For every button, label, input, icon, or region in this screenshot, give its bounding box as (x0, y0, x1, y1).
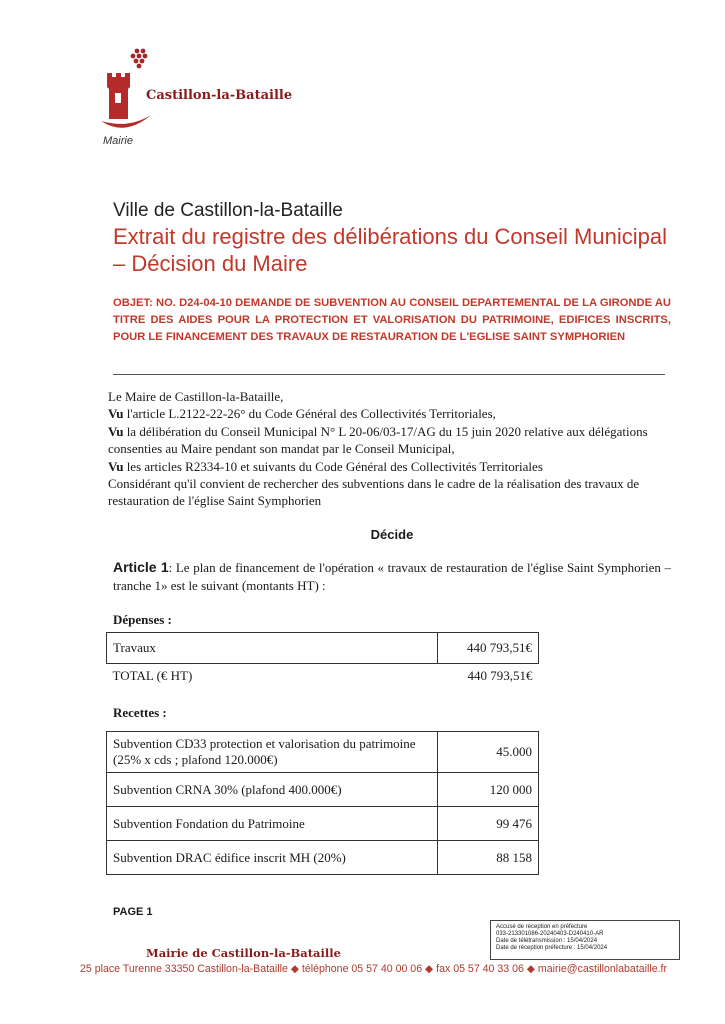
recettes-table (106, 731, 539, 875)
depense-label: Travaux (107, 633, 438, 664)
table-row (107, 807, 539, 841)
recette-label: Subvention DRAC édifice inscrit MH (20%) (107, 841, 438, 875)
recette-value: 45.000 (438, 732, 539, 773)
depenses-table (106, 632, 539, 688)
logo-name: Castillon-la-Bataille (146, 88, 293, 103)
stamp-line: Date de réception préfecture : 15/04/2024 (496, 945, 608, 951)
document-title: Extrait du registre des délibérations du Conseil Municipal – Décision du Maire (113, 224, 667, 276)
table-row (107, 773, 539, 807)
table-row-total (107, 664, 539, 689)
table-row (107, 633, 539, 664)
recette-value: 99 476 (438, 807, 539, 841)
depense-value: 440 793,51€ (438, 633, 539, 664)
preamble-line: Le Maire de Castillon-la-Bataille, (108, 389, 284, 404)
decide-heading: Décide (370, 527, 414, 542)
article-label: Article 1 (113, 559, 169, 575)
prefecture-stamp (490, 920, 680, 960)
footer-mairie-name: Mairie de Castillon-la-Bataille (146, 946, 341, 960)
stamp-line: Accusé de réception en préfecture (496, 924, 588, 930)
total-label: TOTAL (€ HT) (107, 664, 438, 689)
recette-label: Subvention CRNA 30% (plafond 400.000€) (107, 773, 438, 807)
recette-label: Subvention Fondation du Patrimoine (107, 807, 438, 841)
preamble (108, 388, 668, 510)
logo-subtitle: Mairie (103, 135, 133, 147)
stamp-line: 033-213301086-20240403-D240410-AR (496, 931, 604, 937)
page-number: PAGE 1 (113, 906, 153, 918)
footer-address: 25 place Turenne 33350 Castillon-la-Bataille ◆ téléphone 05 57 40 00 06 ◆ fax 05 57 40 33 06 ◆ mairie@castillonlabataille.fr (80, 963, 668, 975)
preamble-line: Vu les articles R2334-10 et suivants du Code Général des Collectivités Territoriales (108, 458, 543, 474)
recette-label: Subvention CD33 protection et valorisation du patrimoine (25% x cds ; plafond 120.000€) (107, 732, 438, 773)
preamble-line: Vu l'article L.2122-22-26° du Code Général des Collectivités Territoriales, (108, 406, 496, 422)
total-value: 440 793,51€ (438, 664, 539, 689)
article-1 (113, 558, 671, 595)
article-text: : Le plan de financement de l'opération « travaux de restauration de l'église Saint Symphorien – tranche 1» est le suivant (montants HT) : (113, 560, 671, 593)
table-row (107, 841, 539, 875)
table-row (107, 732, 539, 773)
recette-value: 88 158 (438, 841, 539, 875)
city-name: Ville de Castillon-la-Bataille (113, 200, 343, 221)
recettes-heading: Recettes : (113, 705, 167, 720)
preamble-line: Vu la délibération du Conseil Municipal N° L 20-06/03-17/AG du 15 juin 2020 relative aux délégations consenties au Maire pendant son mandat par le Conseil Municipal, (108, 423, 648, 457)
preamble-line: Considérant qu'il convient de rechercher des subventions dans le cadre de la réalisation des travaux de restauration de l'église Saint Symphorien (108, 476, 640, 509)
recette-value: 120 000 (438, 773, 539, 807)
object-statement: OBJET: NO. D24-04-10 DEMANDE DE SUBVENTION AU CONSEIL DEPARTEMENTAL DE LA GIRONDE AU TITRE DES AIDES POUR LA PROTECTION ET VALORISATION DU PATRIMOINE, EDIFICES INSCRITS, POUR LE FINANCEMENT DES TRAVAUX DE RESTAURATION DE L'EGLISE SAINT SYMPHORIEN (113, 297, 671, 343)
divider (113, 374, 665, 375)
stamp-line: Date de télétransmission : 15/04/2024 (496, 938, 598, 944)
depenses-heading: Dépenses : (113, 612, 172, 627)
